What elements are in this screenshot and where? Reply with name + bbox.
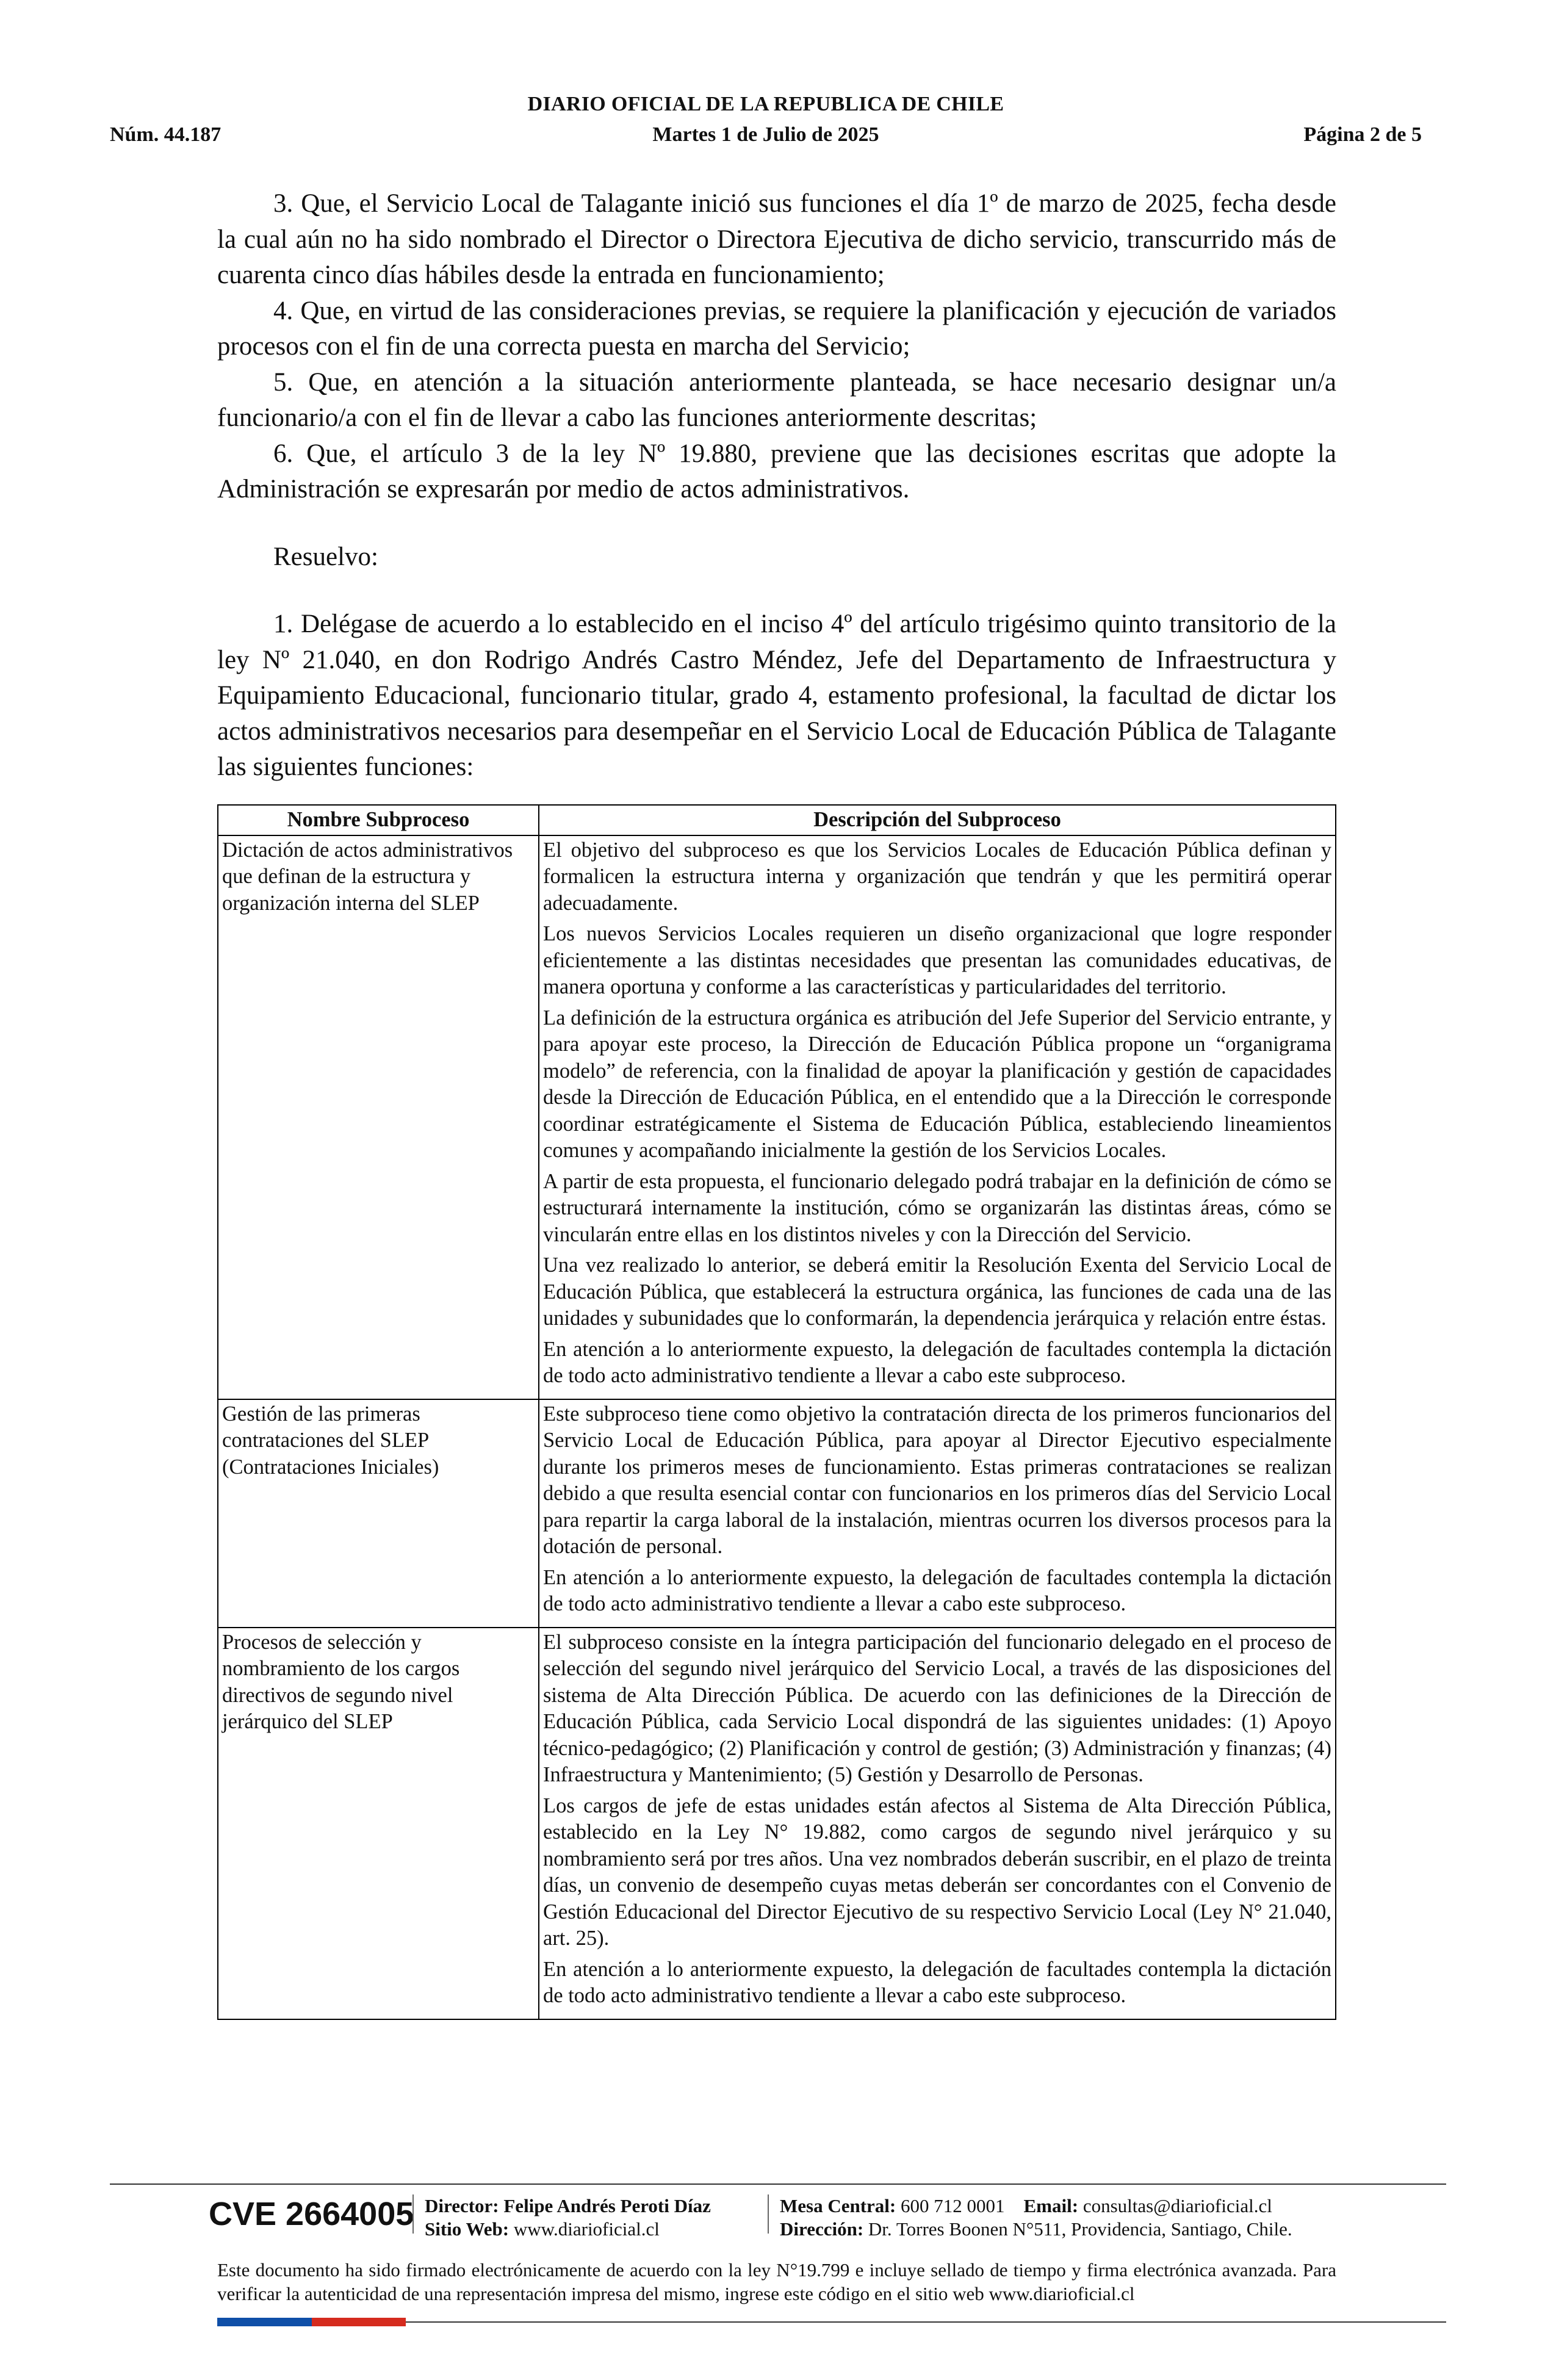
- flag-bar-blue: [217, 2318, 312, 2326]
- issue-number: Núm. 44.187: [110, 123, 222, 146]
- table-row: [218, 835, 1336, 1399]
- footer-director-block: [425, 2194, 711, 2241]
- footer-separator: [412, 2194, 414, 2234]
- director-name: Felipe Andrés Peroti Díaz: [503, 2195, 711, 2216]
- gazette-title: DIARIO OFICIAL DE LA REPUBLICA DE CHILE: [527, 93, 1004, 115]
- address-line: [780, 2218, 1292, 2241]
- email-label: Email:: [1023, 2195, 1079, 2216]
- site-link[interactable]: www.diarioficial.cl: [513, 2218, 660, 2240]
- description-paragraph: Los nuevos Servicios Locales requieren un diseño organizacional que logre responder eficientemente a las distintas necesidades que presentan las comunidades educativas, de manera oportuna y conforme a las características y particularidades del territorio.: [543, 922, 1331, 998]
- description-paragraph: A partir de esta propuesta, el funcionario delegado podrá trabajar en la definición de cómo se estructurará internamente la institución, cómo se organizarán las distintas áreas, cómo se vincularán entre ellas en los distintos niveles y con la Dirección del Servicio.: [543, 1169, 1331, 1246]
- footer-contact-block: [780, 2194, 1292, 2241]
- cve-code: CVE 2664005: [209, 2196, 414, 2232]
- description-paragraph: Una vez realizado lo anterior, se deberá emitir la Resolución Exenta del Servicio Local de Educación Pública, que establecerá la estructura orgánica, las funciones de cada una de las unidades y subunidades que lo conformarán, la dependencia jerárquica y relación entre éstas.: [543, 1253, 1331, 1330]
- description-paragraph: El objetivo del subproceso es que los Servicios Locales de Educación Pública definan y formalicen la estructura interna y organización que tendrán y que les permitirá operar adecuadamente.: [543, 838, 1331, 915]
- description-paragraph: En atención a lo anteriormente expuesto, la delegación de facultades contempla la dictación de todo acto administrativo tendiente a llevar a cabo este subproceso.: [543, 1957, 1331, 2007]
- address-value: Dr. Torres Boonen N°511, Providencia, Santiago, Chile.: [868, 2218, 1292, 2240]
- subprocess-name: Dictación de actos administrativos que definan de la estructura y organización interna del SLEP: [218, 835, 539, 1399]
- paragraph-6: 6. Que, el artículo 3 de la ley Nº 19.880, previene que las decisiones escritas que adopte la Administración se expresarán por medio de actos administrativos.: [217, 439, 1336, 503]
- table-row: [218, 1628, 1336, 2019]
- subprocess-description: [539, 1399, 1336, 1628]
- legal-notice: Este documento ha sido firmado electrónicamente de acuerdo con la ley N°19.799 e incluye sellado de tiempo y firma electrónica avanzada. Para verificar la autenticidad de una representación impresa del mismo, ingrese este código en el sitio web www.diarioficial.cl: [217, 2259, 1336, 2304]
- phone-email-line: [780, 2194, 1292, 2218]
- description-paragraph: En atención a lo anteriormente expuesto, la delegación de facultades contempla la dictación de todo acto administrativo tendiente a llevar a cabo este subproceso.: [543, 1337, 1331, 1387]
- header-subprocess-description: Descripción del Subproceso: [539, 805, 1336, 835]
- paragraph-5: 5. Que, en atención a la situación anteriormente planteada, se hace necesario designar un/a funcionario/a con el fin de llevar a cabo las funciones anteriormente descritas;: [217, 367, 1336, 432]
- paragraph-3: 3. Que, el Servicio Local de Talagante inició sus funciones el día 1º de marzo de 2025, fecha desde la cual aún no ha sido nombrado el Director o Directora Ejecutiva de dicho servicio, transcurrido más de cuarenta cinco días hábiles desde la entrada en funcionamiento;: [217, 189, 1336, 289]
- footer-divider: [110, 2183, 1446, 2185]
- address-label: Dirección:: [780, 2218, 864, 2240]
- description-paragraph: La definición de la estructura orgánica es atribución del Jefe Superior del Servicio entrante, y para apoyar este proceso, la Dirección de Educación Pública propone un “organigrama modelo” de referencia, con la finalidad de apoyar la planificación y gestión de capacidades desde la Dirección de Educación Pública, en el entendido que a la Dirección le corresponde coordinar estratégicamente el Sistema de Educación Pública, estableciendo lineamientos comunes y acompañando inicialmente la gestión de los Servicios Locales.: [543, 1006, 1331, 1162]
- site-label: Sitio Web:: [425, 2218, 510, 2240]
- site-line: [425, 2218, 711, 2241]
- page-number: Página 2 de 5: [1303, 123, 1422, 146]
- paragraph-4: 4. Que, en virtud de las consideraciones previas, se requiere la planificación y ejecución de variados procesos con el fin de una correcta puesta en marcha del Servicio;: [217, 296, 1336, 361]
- footer-separator: [768, 2194, 769, 2234]
- director-line: [425, 2194, 711, 2218]
- subprocess-description: [539, 1628, 1336, 2019]
- page-header: [110, 93, 1422, 154]
- description-paragraph: Los cargos de jefe de estas unidades están afectos al Sistema de Alta Dirección Pública, establecido en la Ley N° 19.882, como cargos de segundo nivel jerárquico y su nombramiento será por tres años. Una vez nombrados deberán suscribir, en el plazo de treinta días, un convenio de desempeño cuyas metas deberán ser concordantes con el Convenio de Gestión Educacional del Director Ejecutivo de su respectivo Servicio Local (Ley N° 21.040, art. 25).: [543, 1794, 1331, 1950]
- table-header-row: [218, 805, 1336, 835]
- email-link[interactable]: consultas@diarioficial.cl: [1082, 2195, 1272, 2216]
- resolvo-heading: Resuelvo:: [273, 542, 378, 571]
- description-paragraph: Este subproceso tiene como objetivo la contratación directa de los primeros funcionarios del Servicio Local de Educación Pública, para apoyar al Director Ejecutivo especialmente durante los primeros meses de funcionamiento. Estas primeras contrataciones se realizan debido a que resulta esencial contar con funcionarios en los primeros días del Servicio Local para repartir la carga laboral de la instalación, mientras ocurren los diversos procesos para la dotación de personal.: [543, 1402, 1331, 1558]
- description-paragraph: El subproceso consiste en la íntegra participación del funcionario delegado en el proceso de selección del segundo nivel jerárquico del Servicio Local, a través de las disposiciones del sistema de Alta Dirección Pública. De acuerdo con las definiciones de la Dirección de Educación Pública, cada Servicio Local dispondrá de las siguientes unidades: (1) Apoyo técnico-pedagógico; (2) Planificación y control de gestión; (3) Administración y finanzas; (4) Infraestructura y Mantenimiento; (5) Gestión y Desarrollo de Personas.: [543, 1630, 1331, 1786]
- subprocess-description: [539, 835, 1336, 1399]
- header-subprocess-name: Nombre Subproceso: [218, 805, 539, 835]
- footer-bottom-rule: [406, 2321, 1446, 2323]
- phone-value: 600 712 0001: [901, 2195, 1005, 2216]
- resolution-item-1: 1. Delégase de acuerdo a lo establecido en el inciso 4º del artículo trigésimo quinto transitorio de la ley Nº 21.040, en don Rodrigo Andrés Castro Méndez, Jefe del Departamento de Infraestructura y Equipamiento Educacional, funcionario titular, grado 4, estamento profesional, la facultad de dictar los actos administrativos necesarios para desempeñar en el Servicio Local de Educación Pública de Talagante las siguientes funciones:: [217, 610, 1336, 781]
- issue-date: Martes 1 de Julio de 2025: [652, 123, 879, 146]
- subprocess-table: [217, 804, 1336, 2020]
- description-paragraph: En atención a lo anteriormente expuesto, la delegación de facultades contempla la dictación de todo acto administrativo tendiente a llevar a cabo este subproceso.: [543, 1565, 1331, 1615]
- director-label: Director:: [425, 2195, 499, 2216]
- subprocess-name: Procesos de selección y nombramiento de los cargos directivos de segundo nivel jerárquico del SLEP: [218, 1628, 539, 2019]
- flag-bar-red: [312, 2318, 406, 2326]
- document-body: [217, 186, 1336, 785]
- phone-label: Mesa Central:: [780, 2195, 896, 2216]
- subprocess-name: Gestión de las primeras contrataciones del SLEP (Contrataciones Iniciales): [218, 1399, 539, 1628]
- table-row: [218, 1399, 1336, 1628]
